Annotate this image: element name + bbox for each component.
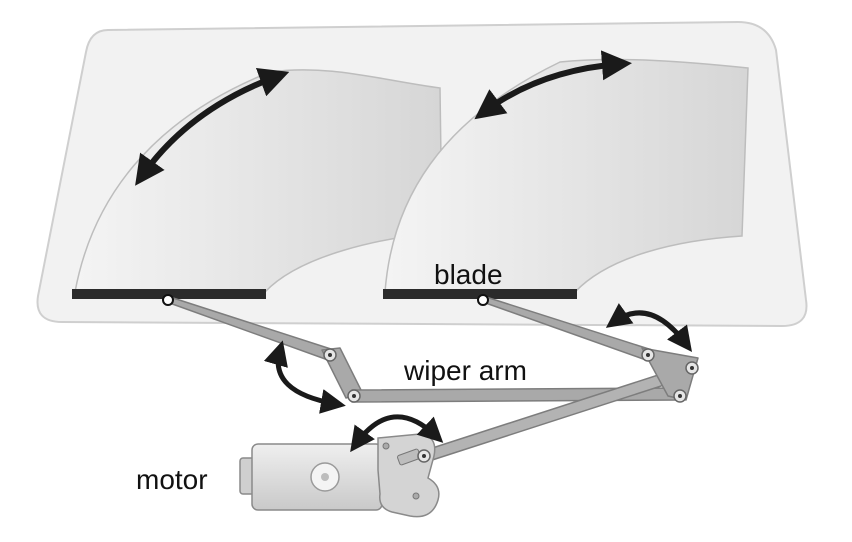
motor-label: motor [136, 464, 208, 495]
gearbox-bolt [383, 443, 389, 449]
blade-label: blade [434, 259, 503, 290]
gearbox-bolt [413, 493, 419, 499]
right-blade-pivot [478, 295, 488, 305]
left-blade-pivot [163, 295, 173, 305]
wiper-arm-label: wiper arm [404, 355, 527, 386]
motor [240, 434, 439, 517]
